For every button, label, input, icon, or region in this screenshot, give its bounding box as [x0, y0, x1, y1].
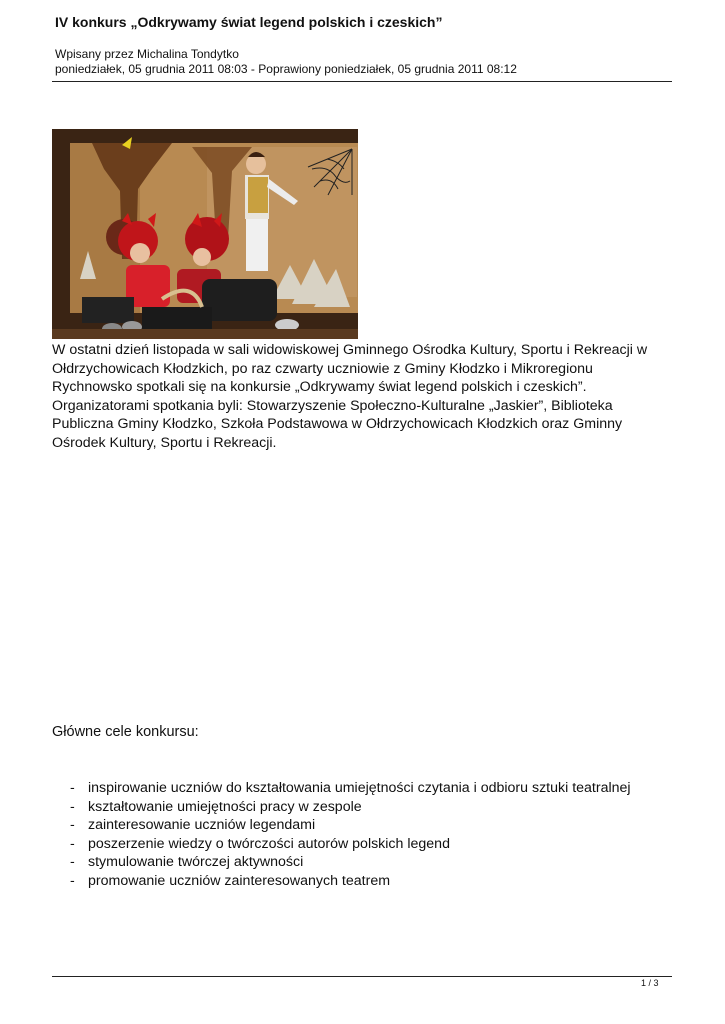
article-meta [55, 47, 517, 77]
list-item [70, 798, 631, 817]
goal-text: stymulowanie twórczej aktywności [88, 854, 304, 870]
author-line: Wpisany przez Michalina Tondytko [55, 47, 239, 61]
article-title: IV konkurs „Odkrywamy świat legend polskich i czeskich” [55, 14, 443, 30]
theater-scene-image [52, 129, 358, 339]
date-line: poniedziałek, 05 grudnia 2011 08:03 - Poprawiony poniedziałek, 05 grudnia 2011 08:12 [55, 62, 517, 76]
list-item [70, 816, 631, 835]
article-photo [52, 129, 358, 339]
list-item [70, 835, 631, 854]
bullet-dash: - [70, 872, 75, 889]
bullet-dash: - [70, 854, 75, 870]
header-divider [52, 81, 672, 82]
list-item [70, 853, 631, 872]
bullet-dash: - [70, 817, 75, 833]
goal-text: zainteresowanie uczniów legendami [88, 817, 316, 833]
goal-text: kształtowanie umiejętności pracy w zespole [88, 798, 362, 815]
goals-list [70, 779, 631, 890]
list-item [70, 779, 631, 798]
bullet-dash: - [70, 798, 75, 815]
list-item [70, 872, 631, 891]
goal-text: promowanie uczniów zainteresowanych teatrem [88, 872, 391, 889]
goal-text: poszerzenie wiedzy o twórczości autorów polskich legend [88, 835, 450, 852]
goal-text: inspirowanie uczniów do kształtowania umiejętności czytania i odbioru sztuki teatralnej [88, 780, 631, 796]
footer-divider [52, 976, 672, 977]
page-number: 1 / 3 [641, 978, 659, 988]
bullet-dash: - [70, 780, 75, 796]
goals-heading: Główne cele konkursu: [52, 724, 199, 740]
intro-paragraph: W ostatni dzień listopada w sali widowiskowej Gminnego Ośrodka Kultury, Sportu i Rekreacji w Ołdrzychowicach Kłodzkich, po raz czwarty uczniowie z Gminy Kłodzko i Mikroregionu Rychnowsko spotkali się na konkursie „Odkrywamy świat legend polskich i czeskich”. Organizatorami spotkania byli: Stowarzyszenie Społeczno-Kulturalne „Jaskier”, Biblioteka Publiczna Gminy Kłodzko, Szkoła Podstawowa w Ołdrzychowicach Kłodzkich oraz Gminny Ośrodek Kultury, Sportu i Rekreacji. [52, 342, 648, 451]
bullet-dash: - [70, 835, 75, 852]
